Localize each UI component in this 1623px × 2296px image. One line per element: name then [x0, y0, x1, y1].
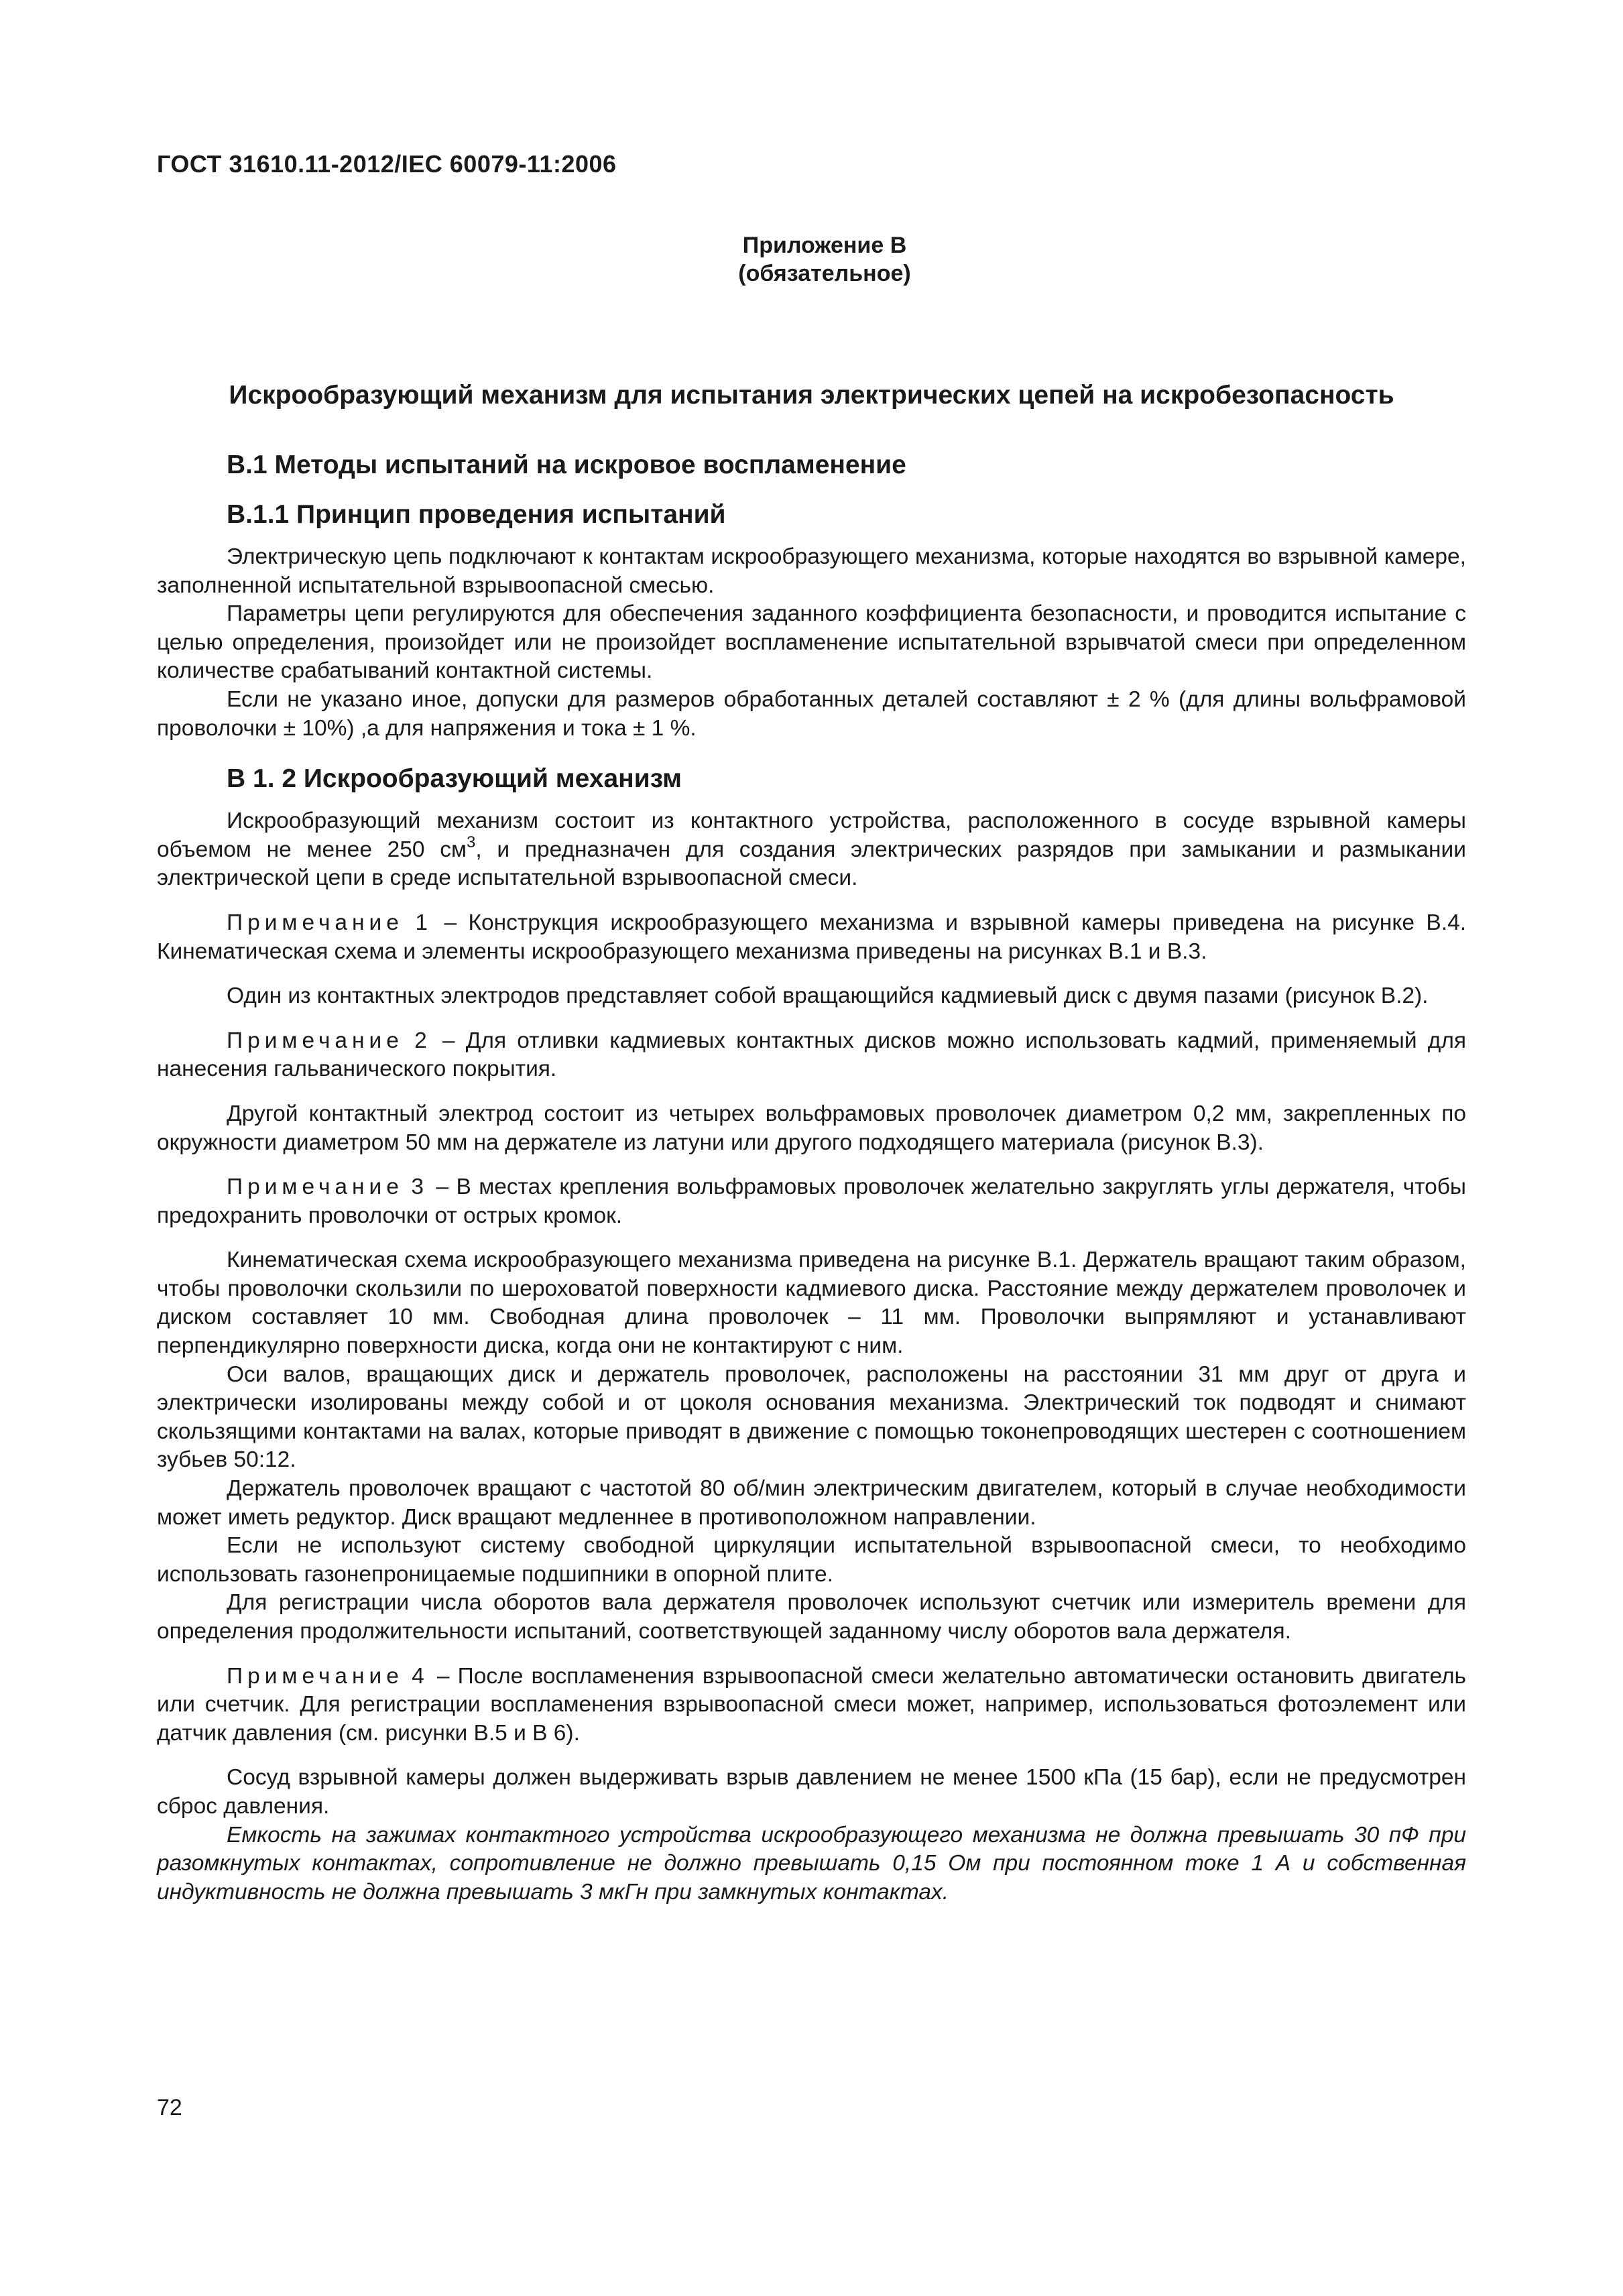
note-text: – Конструкция искрообразующего механизма и взрывной камеры приведена на рисунке В.4. Кинематическая схема и элементы искрообразующего механизма приведены на рисунках В.1 и В.3.	[157, 910, 1467, 964]
paragraph: Держатель проволочек вращают с частотой 80 об/мин электрическим двигателем, который в случае необходимости может иметь редуктор. Диск вращают медленнее в противоположном направлении.	[157, 1476, 1466, 1530]
note-label: Примечание	[227, 1663, 404, 1689]
document-body	[157, 448, 1466, 1907]
intro-text: Искрообразующий механизм состоит из контактного устройства, расположенного в сосуде взрывной камеры объемом не менее 250 см	[157, 808, 1466, 862]
note-number: 4	[412, 1663, 429, 1689]
paragraph: Электрическую цепь подключают к контактам искрообразующего механизма, которые находятся во взрывной камере, заполненной испытательной взрывоопасной смесью.	[157, 544, 1466, 598]
paragraph: Другой контактный электрод состоит из четырех вольфрамовых проволочек диаметром 0,2 мм, закрепленных по окружности диаметром 50 мм на держателе из латуни или другого подходящего материала (рисунок В.3).	[157, 1101, 1466, 1155]
note-label: Примечание	[227, 910, 404, 935]
note-text: – Для отливки кадмиевых контактных дисков можно использовать кадмий, применяемый для нанесения гальванического покрытия.	[157, 1028, 1467, 1082]
paragraph: Кинематическая схема искрообразующего механизма приведена на рисунке В.1. Держатель вращают таким образом, чтобы проволочки скользили по шероховатой поверхности кадмиевого диска. Расстояние между держателем проволочек и диском составляет 10 мм. Свободная длина проволочек – 11 мм. Проволочки выпрямляют и устанавливают перпендикулярно поверхности диска, когда они не контактируют с ним.	[157, 1248, 1466, 1359]
section-heading-b1: В.1 Методы испытаний на искровое воспламенение	[227, 450, 906, 479]
note-4	[157, 1663, 1466, 1748]
document-title: Искрообразующий механизм для испытания электрических цепей на искробезопасность	[229, 381, 1394, 410]
paragraph: Один из контактных электродов представляет собой вращающийся кадмиевый диск с двумя пазами (рисунок В.2).	[227, 983, 1429, 1009]
note-text: – В местах крепления вольфрамовых проволочек желательно закруглять углы держателя, чтобы предохранить проволочки от острых кромок.	[157, 1174, 1466, 1228]
paragraph-italic: Емкость на зажимах контактного устройства искрообразующего механизма не должна превышать 30 пФ при разомкнутых контактах, сопротивление не должно превышать 0,15 Ом при постоянном токе 1 А и собственная индуктивность не должна превышать 3 мкГн при замкнутых контактах.	[157, 1822, 1466, 1905]
appendix-label: Приложение В	[742, 233, 907, 258]
paragraph: Если не указано иное, допуски для размеров обработанных деталей составляют ± 2 % (для длины вольфрамовой проволочки ± 10%) ,а для напряжения и тока ± 1 %.	[157, 686, 1466, 741]
note-number: 2	[414, 1028, 432, 1053]
superscript-unit: 3	[467, 833, 476, 851]
section-heading-b12: В 1. 2 Искрообразующий механизм	[227, 764, 682, 794]
note-2	[157, 1027, 1466, 1084]
paragraph: Для регистрации числа оборотов вала держателя проволочек используют счетчик или измеритель времени для определения продолжительности испытаний, соответствующей заданному числу оборотов вала держателя.	[157, 1590, 1466, 1644]
paragraph: Если не используют систему свободной циркуляции испытательной взрывоопасной смеси, то необходимо использовать газонепроницаемые подшипники в опорной плите.	[157, 1533, 1466, 1587]
paragraph: Оси валов, вращающих диск и держатель проволочек, расположены на расстоянии 31 мм друг от друга и электрически изолированы между собой и от цоколя основания механизма. Электрический ток подводят и снимают скользящими контактами на валах, которые приводят в движение с помощью токонепроводящих шестерен с соотношением зубьев 50:12.	[157, 1362, 1466, 1473]
note-label: Примечание	[227, 1028, 404, 1053]
section-heading-b11: В.1.1 Принцип проведения испытаний	[227, 500, 726, 529]
standard-code: ГОСТ 31610.11-2012/IEC 60079-11:2006	[157, 150, 617, 178]
note-text: – После воспламенения взрывоопасной смеси желательно автоматически остановить двигатель или счетчик. Для регистрации воспламенения взрывоопасной смеси может, например, использоваться фотоэлемент или датчик давления (см. рисунки В.5 и В 6).	[157, 1663, 1466, 1746]
paragraph: Параметры цепи регулируются для обеспечения заданного коэффициента безопасности, и проводится испытание с целью определения, произойдет или не произойдет воспламенение испытательной взрывчатой смеси при определенном количестве срабатываний контактной системы.	[157, 601, 1466, 684]
paragraph: Сосуд взрывной камеры должен выдерживать взрыв давлением не менее 1500 кПа (15 бар), если не предусмотрен сброс давления.	[157, 1765, 1466, 1819]
note-number: 1	[415, 910, 432, 935]
intro-text-rest: , и предназначен для создания электрических разрядов при замыкании и размыкании электрической цепи в среде испытательной взрывоопасной смеси.	[157, 837, 1466, 891]
note-label: Примечание	[227, 1174, 404, 1200]
paragraph-intro	[157, 807, 1466, 893]
note-number: 3	[411, 1174, 428, 1200]
appendix-heading	[603, 231, 1046, 288]
note-1	[157, 909, 1466, 966]
note-3	[157, 1173, 1466, 1230]
appendix-status: (обязательное)	[738, 261, 911, 286]
page-number: 72	[157, 2095, 182, 2120]
